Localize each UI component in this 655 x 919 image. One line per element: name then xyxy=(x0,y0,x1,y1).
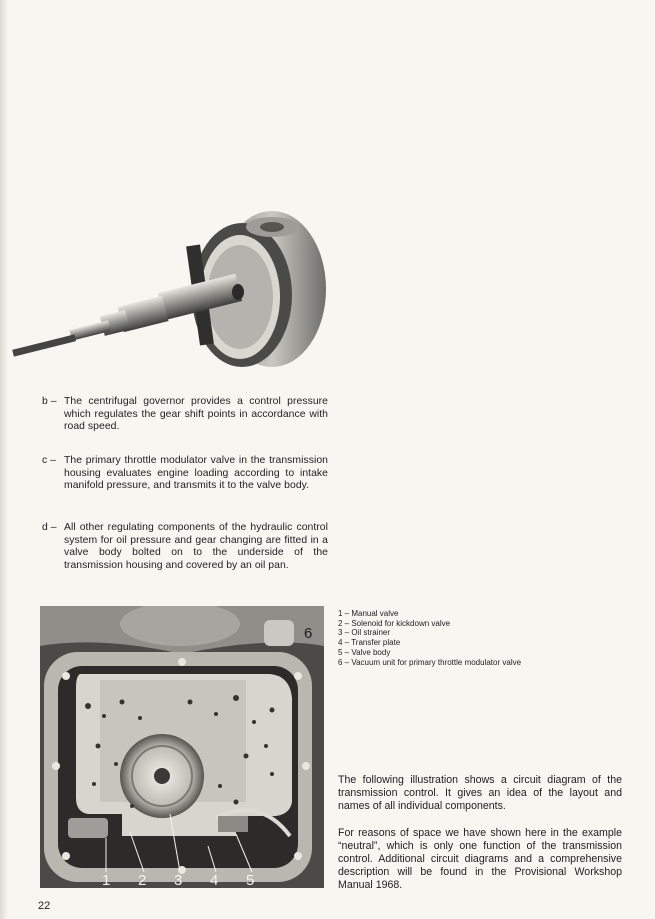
item-letter: d – xyxy=(42,522,57,533)
callout-5: 5 xyxy=(246,872,255,888)
callout-6: 6 xyxy=(304,625,313,642)
paragraph-space-note: For reasons of space we have shown here in the example “neutral”, which is only one function of the transmission control. Additional circuit diagrams and a comprehensive description will be found in the Provisional Workshop Manual 1968. xyxy=(338,827,622,891)
callout-4: 4 xyxy=(210,872,219,888)
governor-photo xyxy=(10,205,332,377)
valve-body-photo xyxy=(40,606,324,888)
callout-1: 1 xyxy=(102,872,111,888)
legend-item: 4 – Transfer plate xyxy=(338,638,401,648)
item-b xyxy=(42,396,328,434)
item-letter: b – xyxy=(42,396,57,407)
item-text: The primary throttle modulator valve in the transmission housing evaluates engine loading according to intake manifold pressure, and transmits it to the valve body. xyxy=(64,455,328,491)
figure-legend xyxy=(338,609,638,667)
item-text: The centrifugal governor provides a control pressure which regulates the gear shift points in accordance with road speed. xyxy=(64,396,328,432)
legend-item: 6 – Vacuum unit for primary throttle modulator valve xyxy=(338,657,522,667)
item-d xyxy=(42,522,328,572)
item-c xyxy=(42,455,328,493)
legend-item: 5 – Valve body xyxy=(338,647,391,657)
legend-item: 1 – Manual valve xyxy=(338,609,399,618)
legend-item: 3 – Oil strainer xyxy=(338,628,391,638)
item-text: All other regulating components of the hydraulic control system for oil pressure and gear changing are fitted in a valve body bolted on to the underside of the transmission housing and covered by an oil pan. xyxy=(64,522,328,571)
page-number: 22 xyxy=(38,900,51,912)
legend-item: 2 – Solenoid for kickdown valve xyxy=(338,618,451,628)
page-edge-shadow xyxy=(0,0,8,919)
callout-2: 2 xyxy=(138,872,147,888)
item-letter: c – xyxy=(42,455,57,466)
callout-3: 3 xyxy=(174,872,183,888)
paragraph-circuit-diagram: The following illustration shows a circuit diagram of the transmission control. It gives an idea of the layout and names of all individual components. xyxy=(338,774,622,812)
